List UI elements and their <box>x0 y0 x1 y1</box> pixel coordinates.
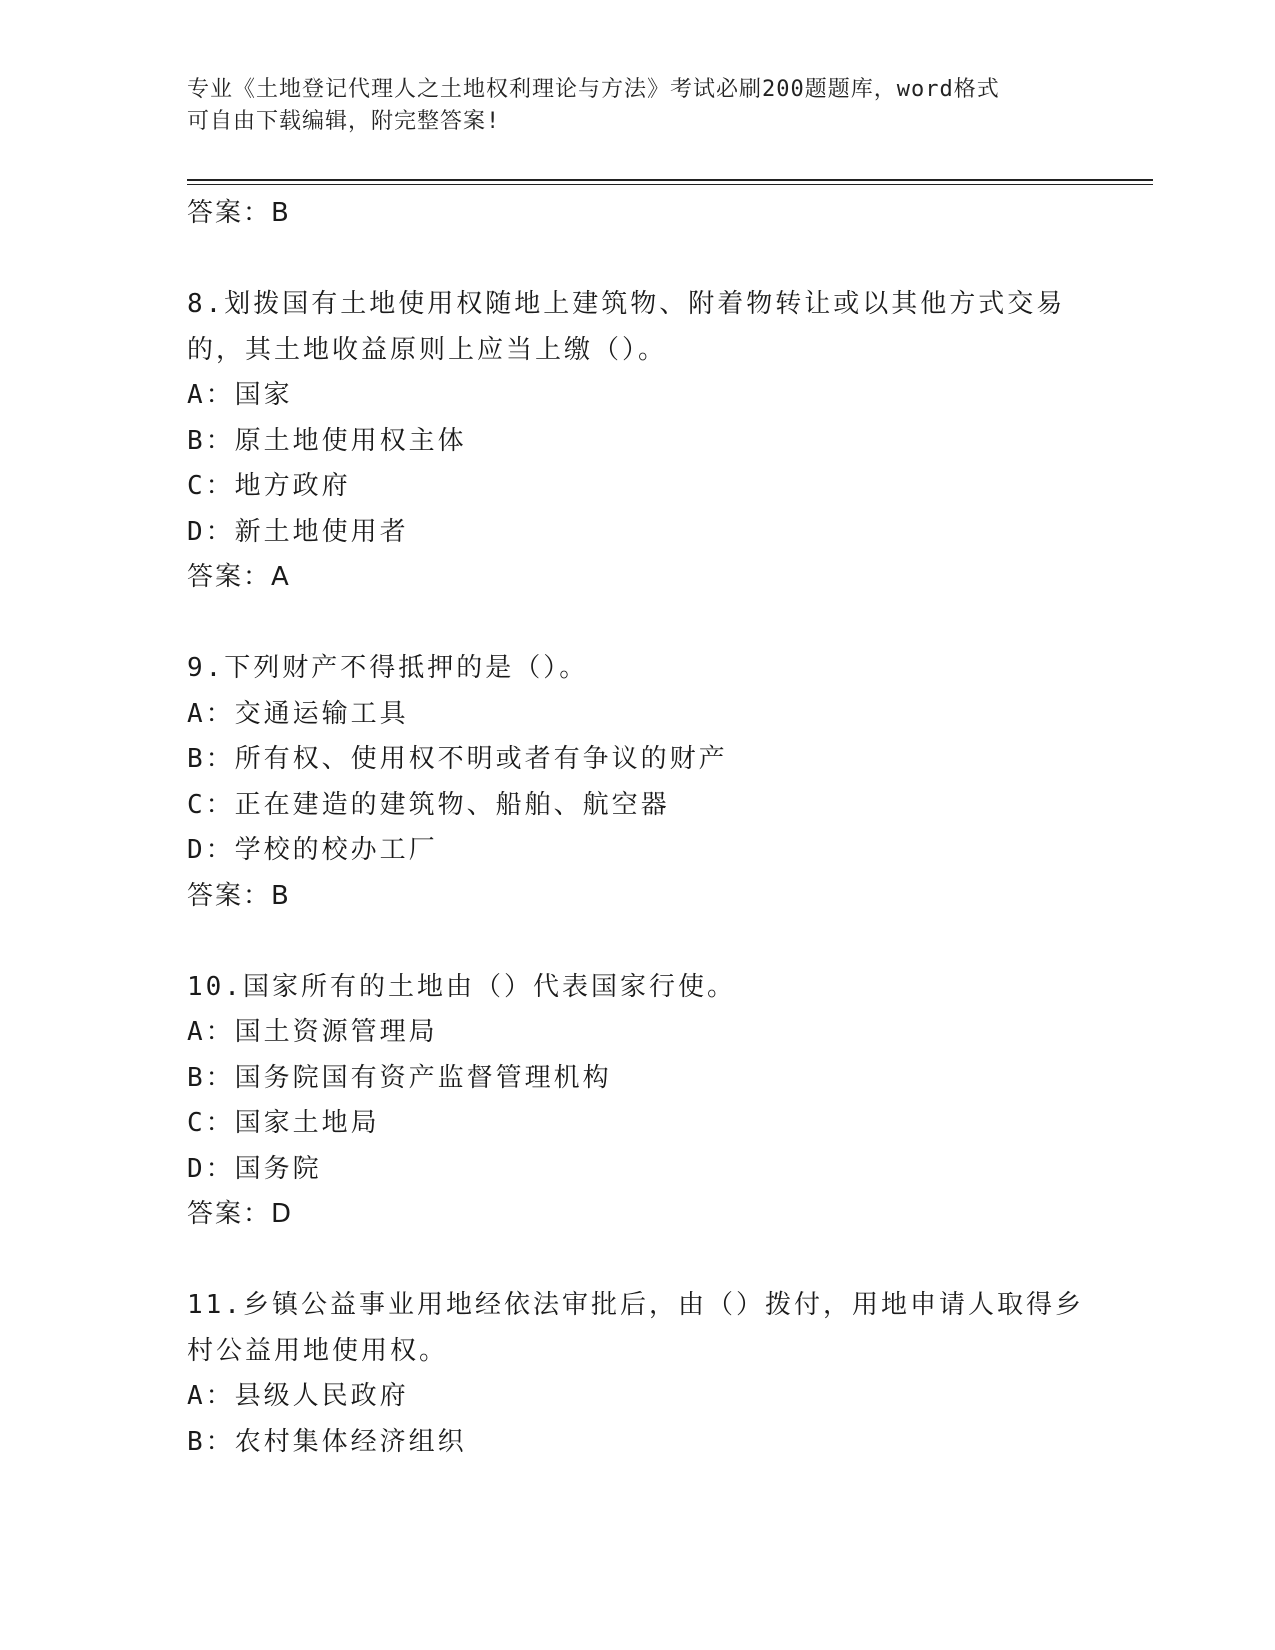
spacer <box>187 919 1087 965</box>
question-list <box>187 191 1087 1465</box>
option-c: C：国家土地局 <box>187 1108 380 1138</box>
option-b: B：所有权、使用权不明或者有争议的财产 <box>187 744 728 774</box>
header-title-line-1: 专业《土地登记代理人之土地权利理论与方法》考试必刷200题题库，word格式 <box>187 77 1000 102</box>
option-d: D：国务院 <box>187 1153 322 1184</box>
option-a: A：国家 <box>187 380 293 410</box>
spacer <box>187 1238 1087 1284</box>
option-b: B：国务院国有资产监督管理机构 <box>187 1062 612 1093</box>
question-stem: 的，其土地收益原则上应当上缴（）。 <box>187 334 668 365</box>
answer: 答案：D <box>187 1199 294 1229</box>
header-title-line-2: 可自由下载编辑，附完整答案! <box>187 109 501 134</box>
option-b: B：原土地使用权主体 <box>187 425 467 456</box>
option-b: B：农村集体经济组织 <box>187 1426 467 1457</box>
question-stem: 10.国家所有的土地由（）代表国家行使。 <box>187 971 736 1002</box>
option-d: D：学校的校办工厂 <box>187 835 438 865</box>
question-stem: 11.乡镇公益事业用地经依法审批后，由（）拨付，用地申请人取得乡 <box>187 1290 1084 1320</box>
question-stem: 村公益用地使用权。 <box>187 1335 449 1366</box>
option-a: A：交通运输工具 <box>187 698 409 729</box>
option-a: A：县级人民政府 <box>187 1381 409 1411</box>
answer: 答案：A <box>187 562 291 592</box>
option-d: D：新土地使用者 <box>187 516 409 547</box>
question-stem: 8.划拨国有土地使用权随地上建筑物、附着物转让或以其他方式交易 <box>187 289 1066 319</box>
question-11 <box>187 1283 1087 1465</box>
option-c: C：正在建造的建筑物、船舶、航空器 <box>187 789 670 820</box>
option-c: C：地方政府 <box>187 471 351 501</box>
header-divider-thin <box>187 184 1153 185</box>
spacer <box>187 237 1087 283</box>
previous-answer: 答案：B <box>187 198 291 228</box>
question-9 <box>187 646 1087 919</box>
spacer <box>187 601 1087 647</box>
question-8 <box>187 282 1087 601</box>
question-stem: 9.下列财产不得抵押的是（）。 <box>187 653 589 683</box>
document-header <box>187 74 1087 138</box>
option-a: A：国土资源管理局 <box>187 1017 438 1047</box>
header-divider-thick <box>187 179 1153 181</box>
question-10 <box>187 965 1087 1238</box>
answer: 答案：B <box>187 880 291 911</box>
